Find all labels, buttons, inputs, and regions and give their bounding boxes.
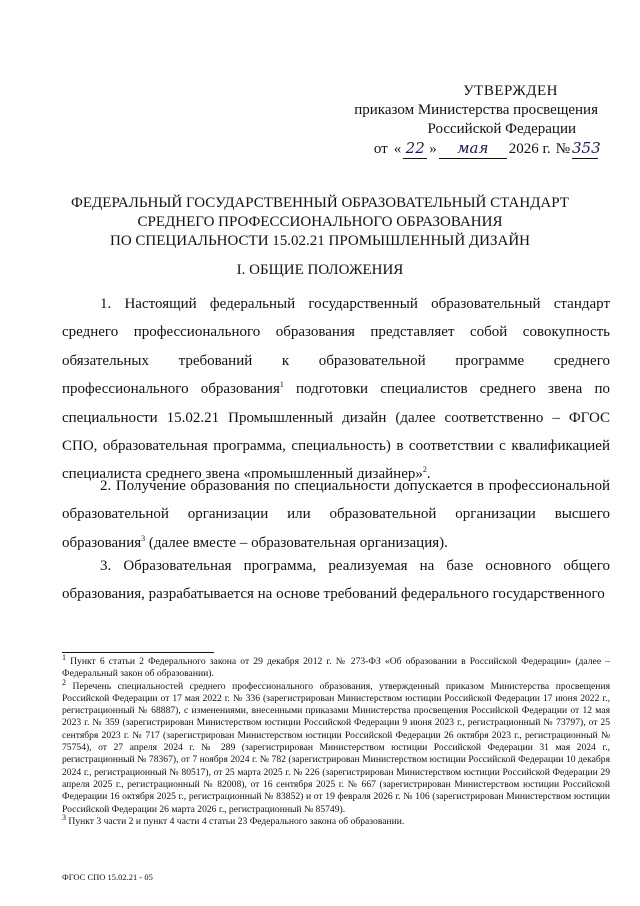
footnote-1-text: Пункт 6 статьи 2 Федерального закона от 29 декабря 2012 г. № 273-ФЗ «Об образовании в Российской Федерации» (далее – Федеральный закон об образовании). <box>62 656 610 680</box>
footnotes <box>62 652 610 828</box>
approval-number: 353 <box>572 139 601 157</box>
quote-open: « <box>393 141 402 157</box>
paragraph-2-text-b: (далее вместе – образовательная организация). <box>145 534 448 551</box>
number-sign: № <box>555 141 570 157</box>
footnote-2 <box>62 677 610 816</box>
section-heading: I. ОБЩИЕ ПОЛОЖЕНИЯ <box>236 262 404 278</box>
footnote-3-text: Пункт 3 части 2 и пункт 4 части 4 статьи 23 Федерального закона об образовании. <box>66 815 405 827</box>
footnote-ref-1: 1 <box>279 380 284 390</box>
approval-block <box>328 82 601 159</box>
paragraph-1-text-c: . <box>426 466 431 483</box>
footnote-ref-3: 3 <box>141 533 146 543</box>
footnote-1-mark: 1 <box>62 652 66 662</box>
footnote-3-mark: 3 <box>62 812 66 822</box>
footnote-2-mark: 2 <box>62 677 66 687</box>
footnote-2-text: Перечень специальностей среднего профессионального образования, утвержденный приказом Министерства просвещения Российской Федерации от 17 мая 2022 г. № 336 (зарегистрирован Министерством юстиции Российской Федерации 17 июня 2022 г., регистрационный № 68887), с изменениями, внесенными приказами Министерства просвещения Российской Федерации от 12 мая 2023 г. № 359 (зарегистрирован Министерством юстиции Российской Федерации 9 июня 2023 г., регистрационный № 73797), от 25 сентября 2023 г. № 717 (зарегистрирован Министерством юстиции Российской Федерации 26 октября 2023 г., регистрационный № 75754), от 27 апреля 2024 г. № 289 (зарегистрирован Министерством юстиции Российской Федерации 31 мая 2024 г., регистрационный № 78367), от 7 ноября 2024 г. № 782 (зарегистрирован Министерством юстиции Российской Федерации 10 декабря 2024 г., регистрационный № 80517), от 25 марта 2025 г. № 226 (зарегистрирован Министерством юстиции Российской Федерации 29 апреля 2025 г., регистрационный № 82008), от 16 сентября 2025 г. № 667 (зарегистрирован Министерством юстиции Российской Федерации 16 октября 2025 г., регистрационный № 83852) и от 19 февраля 2026 г. № 106 (зарегистрирован Министерством юстиции Российской Федерации 26 марта 2026 г., регистрационный № 85749). <box>62 680 610 815</box>
footnote-separator <box>62 652 214 653</box>
document-code: ФГОС СПО 15.02.21 - 05 <box>62 872 153 882</box>
footnote-1 <box>62 652 610 681</box>
standard-title <box>0 194 640 251</box>
approval-day: 22 <box>403 139 427 159</box>
approval-date-number <box>328 139 601 159</box>
approval-month: мая <box>439 139 507 159</box>
footnote-ref-2: 2 <box>422 465 427 475</box>
footnote-3 <box>62 812 610 828</box>
quote-close: » <box>429 141 437 157</box>
paragraph-3 <box>62 552 610 609</box>
approval-title: УТВЕРЖДЕН <box>463 83 558 99</box>
title-line-1: ФЕДЕРАЛЬНЫЙ ГОСУДАРСТВЕННЫЙ ОБРАЗОВАТЕЛЬНЫЙ СТАНДАРТ <box>71 195 569 211</box>
paragraph-2-text-a: 2. Получение образования по специальности допускается в профессиональной образовательной организации или образовательной организации высшего образования <box>62 478 610 551</box>
title-line-3: ПО СПЕЦИАЛЬНОСТИ 15.02.21 ПРОМЫШЛЕННЫЙ ДИЗАЙН <box>109 233 531 249</box>
approval-year: 2026 г. <box>508 141 551 157</box>
approval-line-ministry: приказом Министерства просвещения <box>354 102 598 118</box>
paragraph-1 <box>62 290 610 489</box>
title-line-2: СРЕДНЕГО ПРОФЕССИОНАЛЬНОГО ОБРАЗОВАНИЯ <box>137 214 503 230</box>
paragraph-2 <box>62 472 610 557</box>
paragraph-3-text: 3. Образовательная программа, реализуемая на базе основного общего образования, разрабатывается на основе требований федерального государственного <box>62 558 610 603</box>
approval-line-country: Российской Федерации <box>427 121 576 137</box>
paragraph-1-text-a: 1. Настоящий федеральный государственный образовательный стандарт среднего профессионального образования представляет собой совокупность обязательных требований к образовательной программе среднего профессионального образования <box>62 296 610 398</box>
approval-from: от <box>373 141 388 157</box>
paragraph-1-text-b: подготовки специалистов среднего звена по специальности 15.02.21 Промышленный дизайн (далее соответственно – ФГОС СПО, образовательная программа, специальность) в соответствии с квалификацией специалиста среднего звена «промышленный дизайнер» <box>62 381 610 483</box>
